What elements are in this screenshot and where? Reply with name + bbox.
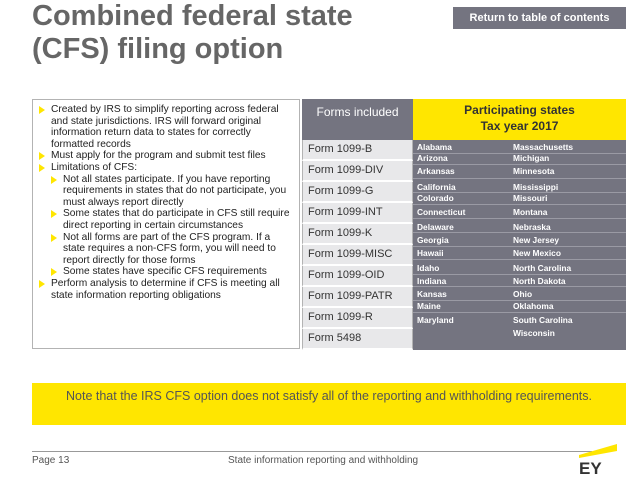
ey-logo bbox=[577, 442, 619, 476]
bullet-text: Must apply for the program and submit test files bbox=[51, 150, 266, 162]
triangle-bullet-icon bbox=[39, 164, 45, 172]
row-divider bbox=[413, 246, 626, 247]
form-cell: Form 1099-B bbox=[302, 140, 413, 161]
bullet-text: Perform analysis to determine if CFS is meeting all state information reporting obligations bbox=[51, 277, 280, 301]
state-name: California bbox=[417, 182, 456, 192]
forms-header: Forms included bbox=[302, 99, 413, 140]
sub-bullet-item bbox=[51, 208, 295, 231]
form-cell: Form 1099-OID bbox=[302, 266, 413, 287]
row-divider bbox=[413, 164, 626, 165]
sub-bullet-item bbox=[51, 266, 295, 278]
state-name: Idaho bbox=[417, 263, 440, 273]
form-cell: Form 1099-R bbox=[302, 308, 413, 329]
triangle-bullet-icon bbox=[39, 280, 45, 288]
form-cell: Form 1099-K bbox=[302, 224, 413, 245]
bullet-text: Some states that do participate in CFS still require direct reporting in certain circumstances bbox=[63, 208, 290, 231]
page-number: Page 13 bbox=[32, 455, 70, 466]
sub-bullet-item bbox=[51, 232, 295, 267]
state-name: Michigan bbox=[513, 153, 550, 163]
row-divider bbox=[413, 178, 626, 179]
row-divider bbox=[413, 259, 626, 260]
state-name: Maine bbox=[417, 301, 441, 311]
form-cell: Form 5498 bbox=[302, 329, 413, 350]
state-name: Arkansas bbox=[417, 166, 455, 176]
state-name: Connecticut bbox=[417, 207, 466, 217]
row-divider bbox=[413, 204, 626, 205]
row-divider bbox=[413, 312, 626, 313]
state-name: Ohio bbox=[513, 289, 533, 299]
state-name: Mississippi bbox=[513, 182, 559, 192]
state-name: Alabama bbox=[417, 142, 452, 152]
state-name: Oklahoma bbox=[513, 301, 554, 311]
bullet-panel bbox=[32, 99, 300, 349]
forms-column bbox=[302, 140, 413, 350]
triangle-bullet-icon bbox=[39, 106, 45, 114]
state-name: Minnesota bbox=[513, 166, 555, 176]
state-name: Delaware bbox=[417, 222, 454, 232]
state-name: Nebraska bbox=[513, 222, 551, 232]
row-divider bbox=[413, 286, 626, 287]
state-name: North Carolina bbox=[513, 263, 572, 273]
states-header bbox=[413, 99, 626, 140]
form-cell: Form 1099-G bbox=[302, 182, 413, 203]
row-divider bbox=[413, 218, 626, 219]
states-panel bbox=[413, 140, 626, 350]
bullet-item bbox=[39, 104, 295, 150]
state-name: Indiana bbox=[417, 276, 447, 286]
states-header-year: Tax year 2017 bbox=[480, 119, 559, 133]
triangle-bullet-icon bbox=[51, 176, 57, 184]
bullet-text: Not all forms are part of the CFS program. If a state requires a non-CFS form, you will need to report directly for those forms bbox=[63, 231, 276, 266]
state-name: Kansas bbox=[417, 289, 447, 299]
note-banner: Note that the IRS CFS option does not satisfy all of the reporting and withholding requirements. bbox=[32, 383, 626, 425]
bullet-item bbox=[39, 150, 295, 162]
bullet-text: Some states have specific CFS requirements bbox=[63, 266, 267, 278]
bullet-text: Created by IRS to simplify reporting across federal and state jurisdictions. IRS will forward original information return data to states for correctly formatted records bbox=[51, 104, 279, 150]
bullet-text: Not all states participate. If you have reporting requirements in states that do not participate, you must always report directly bbox=[63, 173, 287, 208]
footer-divider bbox=[32, 451, 592, 452]
state-name: Montana bbox=[513, 207, 548, 217]
state-name: New Jersey bbox=[513, 235, 560, 245]
page-title: Combined federal state (CFS) filing option bbox=[32, 0, 353, 65]
state-name: Missouri bbox=[513, 193, 548, 203]
svg-text:EY: EY bbox=[579, 459, 602, 476]
form-cell: Form 1099-INT bbox=[302, 203, 413, 224]
sub-bullet-item bbox=[51, 174, 295, 209]
return-to-toc-button[interactable]: Return to table of contents bbox=[453, 7, 626, 29]
triangle-bullet-icon bbox=[39, 152, 45, 160]
form-cell: Form 1099-PATR bbox=[302, 287, 413, 308]
state-name: New Mexico bbox=[513, 248, 561, 258]
triangle-bullet-icon bbox=[51, 210, 57, 218]
footer-caption: State information reporting and withholding bbox=[228, 455, 419, 466]
bullet-item bbox=[39, 278, 295, 301]
state-name: Maryland bbox=[417, 315, 454, 325]
states-header-title: Participating states bbox=[464, 103, 575, 117]
row-divider bbox=[413, 232, 626, 233]
form-cell: Form 1099-MISC bbox=[302, 245, 413, 266]
state-name: Hawaii bbox=[417, 248, 444, 258]
state-name: Georgia bbox=[417, 235, 449, 245]
state-name: Wisconsin bbox=[513, 328, 555, 338]
form-cell: Form 1099-DIV bbox=[302, 161, 413, 182]
triangle-bullet-icon bbox=[51, 234, 57, 242]
state-name: South Carolina bbox=[513, 315, 573, 325]
triangle-bullet-icon bbox=[51, 268, 57, 276]
state-name: Colorado bbox=[417, 193, 454, 203]
state-name: Massachusetts bbox=[513, 142, 574, 152]
state-name: North Dakota bbox=[513, 276, 566, 286]
bullet-text: Limitations of CFS: bbox=[51, 161, 138, 173]
bullet-item bbox=[39, 162, 295, 278]
row-divider bbox=[413, 274, 626, 275]
state-name: Arizona bbox=[417, 153, 448, 163]
